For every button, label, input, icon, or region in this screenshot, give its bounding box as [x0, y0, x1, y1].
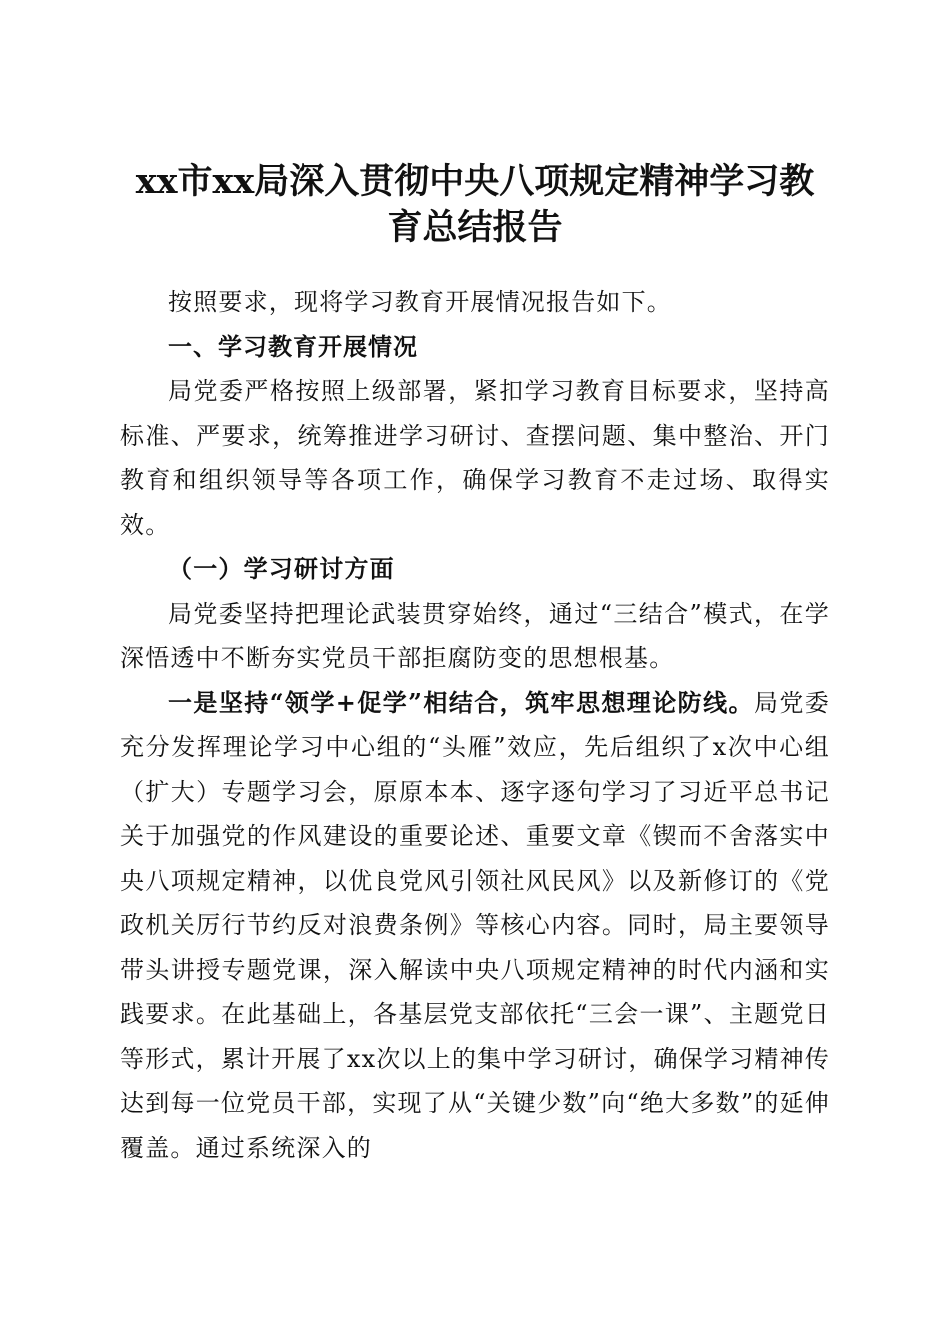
subsection-heading-1: （一）学习研讨方面 [168, 554, 395, 583]
subsection-1-paragraph: 局党委坚持把理论武装贯穿始终，通过“三结合”模式，在学深悟透中不断夯实党员干部拒腐防变的思想根基。 [120, 599, 830, 672]
section-heading-1: 一、学习教育开展情况 [168, 332, 418, 361]
section-1-paragraph: 局党委严格按照上级部署，紧扣学习教育目标要求，坚持高标准、严要求，统筹推进学习研讨、查摆问题、集中整治、开门教育和组织领导等各项工作，确保学习教育不走过场、取得实效。 [120, 377, 830, 539]
point-1-lead: 一是坚持“领学+促学”相结合，筑牢思想理论防线。 [168, 687, 754, 717]
title-line-2: 育总结报告 [387, 207, 563, 249]
intro-paragraph: 按照要求，现将学习教育开展情况报告如下。 [168, 288, 672, 316]
document-title [110, 159, 840, 251]
title-line-1: xx市xx局深入贯彻中央八项规定精神学习教 [135, 161, 815, 203]
document-body [120, 280, 830, 1170]
point-1-paragraph [120, 681, 830, 1171]
point-1-body: 局党委充分发挥理论学习中心组的“头雁”效应，先后组织了x次中心组（扩大）专题学习会，原原本本、逐字逐句学习了习近平总书记关于加强党的作风建设的重要论述、重要文章《锲而不舍落实中央八项规定精神，以优良党风引领社风民风》以及新修订的《党政机关厉行节约反对浪费条例》等核心内容。同时，局主要领导带头讲授专题党课，深入解读中央八项规定精神的时代内涵和实践要求。在此基础上，各基层党支部依托“三会一课”、主题党日等形式，累计开展了xx次以上的集中学习研讨，确保学习精神传达到每一位党员干部，实现了从“关键少数”向“绝大多数”的延伸覆盖。通过系统深入的 [120, 688, 830, 1162]
